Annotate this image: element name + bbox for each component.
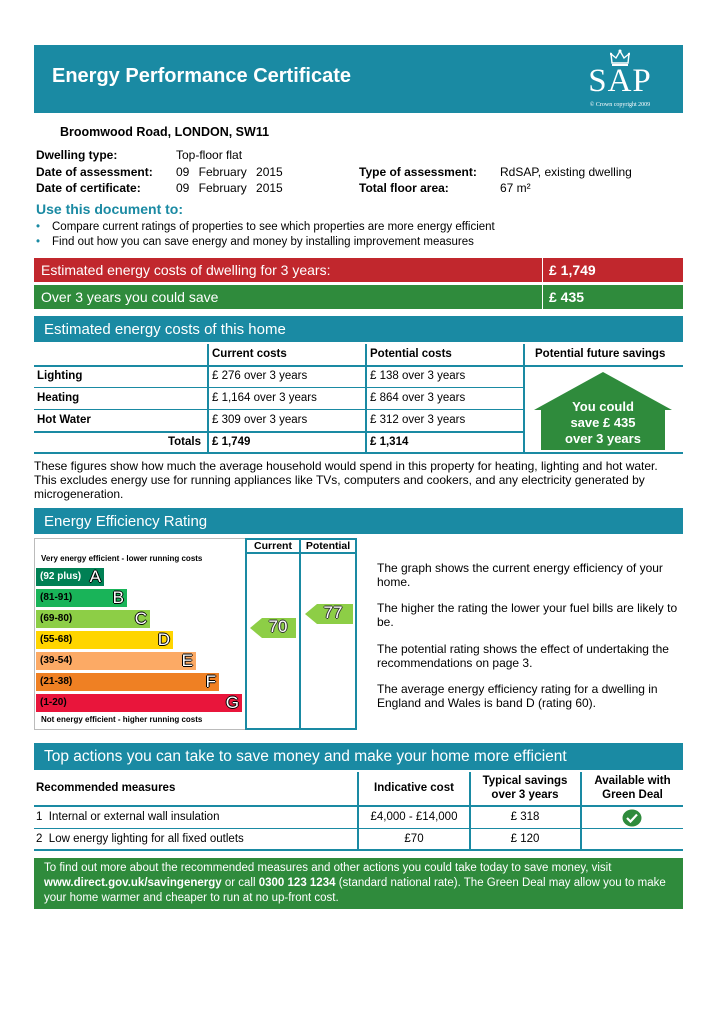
property-address: Broomwood Road, LONDON, SW11 [60, 125, 270, 139]
savingenergy-link[interactable]: www.direct.gov.uk/savingenergy [44, 877, 222, 889]
estimated-costs-bar [34, 258, 683, 282]
assessment-type-label: Type of assessment: [359, 165, 477, 179]
table-cell: £ 120 [510, 833, 540, 845]
header-banner [34, 45, 683, 113]
rating-band-c [36, 610, 150, 628]
assessment-date-value: 09 February 2015 [176, 165, 283, 179]
crown-copyright: © Crown copyright 2009 [589, 102, 651, 108]
col-typical-savings: Typical savings over 3 years [482, 775, 568, 801]
savings-bar [34, 285, 683, 309]
col-indicative-cost: Indicative cost [374, 782, 454, 794]
rating-paragraph: The graph shows the current energy efficiency of your home. [377, 561, 663, 589]
table-cell: £ 318 [510, 811, 540, 823]
very-efficient-label: Very energy efficient - lower running costs [41, 554, 203, 563]
section-header-rating: Energy Efficiency Rating [34, 508, 683, 534]
table-cell: £ 138 over 3 years [370, 370, 466, 382]
savings-label: Over 3 years you could save [41, 289, 219, 305]
estimated-costs-value: £ 1,749 [549, 262, 596, 278]
band-letter: C [134, 609, 147, 628]
list-item: • Compare current ratings of properties to see which properties are more energy efficient [36, 221, 495, 233]
band-range: (39-54) [40, 655, 73, 666]
floor-area-label: Total floor area: [359, 181, 449, 195]
phone-number: 0300 123 1234 [258, 877, 336, 889]
band-range: (81-91) [40, 592, 73, 603]
totals-current: £ 1,749 [212, 436, 251, 448]
rating-band-f [36, 673, 219, 691]
band-range: (92 plus) [40, 571, 82, 582]
band-letter: F [205, 672, 216, 691]
band-letter: A [89, 567, 101, 586]
band-range: (1-20) [40, 697, 67, 708]
section-header-costs: Estimated energy costs of this home [34, 316, 683, 342]
col-current-rating: Current [254, 540, 292, 552]
rating-band-e [36, 652, 196, 670]
rating-band-d [36, 631, 173, 649]
table-row-label: Lighting [37, 370, 83, 382]
dwelling-type-value: Top-floor flat [176, 148, 243, 162]
band-range: (21-38) [40, 676, 73, 687]
table-cell: £4,000 - £14,000 [370, 811, 458, 823]
house-savings-text: You could save £ 435 over 3 years [565, 399, 641, 446]
footer-info: To find out more about the recommended measures and other actions you could take today to save money, visit www.direct.gov.uk/savingenergy or call 0300 123 1234 (standard national rate). The Green Deal may allow you to make your home warmer and cheaper to run at no up-front cost. [34, 858, 683, 909]
table-row-label: Heating [37, 392, 80, 404]
rating-band-g [36, 694, 242, 712]
not-efficient-label: Not energy efficient - higher running costs [41, 715, 203, 724]
sap-letters: SAP [588, 63, 652, 99]
floor-area-value: 67 m² [500, 181, 531, 195]
totals-potential: £ 1,314 [370, 436, 409, 448]
totals-label: Totals [167, 436, 201, 448]
estimated-costs-label: Estimated energy costs of dwelling for 3 years: [41, 262, 331, 278]
col-potential-rating: Potential [305, 540, 351, 552]
certificate-date-value: 09 February 2015 [176, 181, 283, 195]
page-title: Energy Performance Certificate [52, 65, 352, 87]
table-cell: £ 309 over 3 years [212, 414, 308, 426]
use-document-title: Use this document to: [36, 201, 184, 217]
rating-paragraph: The potential rating shows the effect of undertaking the recommendations on page 3. [377, 642, 669, 670]
table-cell: £ 864 over 3 years [370, 392, 466, 404]
col-green-deal: Available with Green Deal [594, 775, 671, 801]
col-potential-savings: Potential future savings [535, 348, 666, 360]
band-range: (55-68) [40, 634, 73, 645]
rating-paragraph: The average energy efficiency rating for a dwelling in England and Wales is band D (rating 60). [377, 682, 658, 710]
col-current-costs: Current costs [212, 348, 287, 360]
table-cell: £ 276 over 3 years [212, 370, 308, 382]
band-letter: D [157, 630, 170, 649]
table-row: 1 Internal or external wall insulation [36, 811, 220, 823]
band-range: (69-80) [40, 613, 73, 624]
section-header-actions: Top actions you can take to save money and make your home more efficient [34, 743, 683, 770]
current-rating-value: 70 [268, 617, 288, 636]
table-cell: £70 [404, 833, 424, 845]
table-row-label: Hot Water [37, 414, 91, 426]
band-letter: G [225, 693, 239, 712]
rating-band-a [36, 568, 104, 586]
band-letter: B [112, 588, 124, 607]
certificate-date-label: Date of certificate: [36, 181, 141, 195]
table-cell: £ 1,164 over 3 years [212, 392, 317, 404]
green-deal-check-icon [622, 809, 642, 827]
savings-value: £ 435 [549, 289, 585, 305]
rating-paragraph: The higher the rating the lower your fuel bills are likely to be. [377, 601, 678, 629]
rating-band-b [36, 589, 127, 607]
band-letter: E [181, 651, 193, 670]
potential-rating-value: 77 [323, 603, 343, 622]
col-recommended-measures: Recommended measures [36, 782, 176, 794]
dwelling-type-label: Dwelling type: [36, 148, 118, 162]
col-potential-costs: Potential costs [370, 348, 452, 360]
assessment-type-value: RdSAP, existing dwelling [500, 165, 632, 179]
table-row: 2 Low energy lighting for all fixed outlets [36, 833, 244, 845]
sap-logo [575, 49, 665, 111]
costs-note: These figures show how much the average household would spend in this property for heating, lighting and hot water. This excludes energy use for running appliances like TVs, computers and cookers, and any electricity generated by microgeneration. [34, 459, 658, 501]
assessment-date-label: Date of assessment: [36, 165, 153, 179]
list-item: • Find out how you can save energy and money by installing improvement measures [36, 236, 474, 248]
table-cell: £ 312 over 3 years [370, 414, 466, 426]
